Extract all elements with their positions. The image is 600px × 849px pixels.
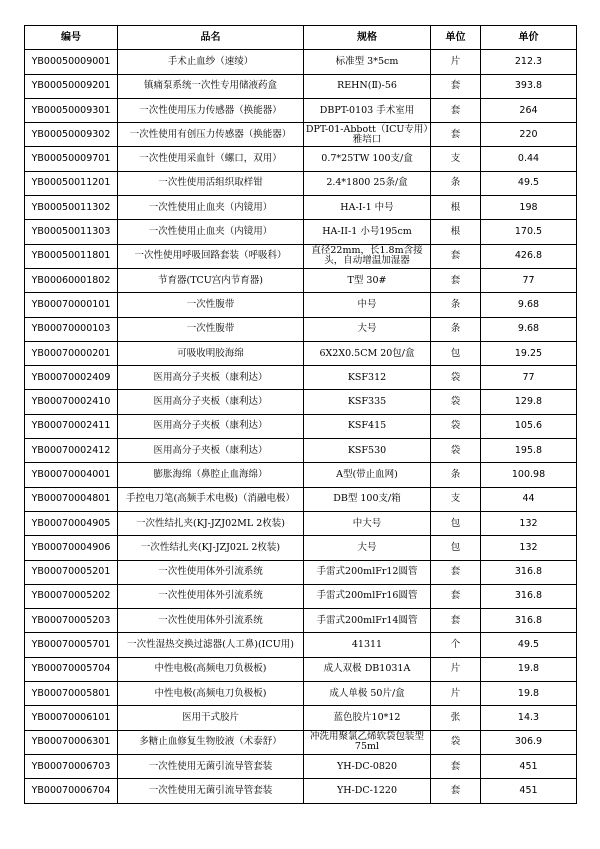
table-row [25,293,577,317]
table-row [25,536,577,560]
cell-code: YB00050009302 [25,123,118,147]
cell-price: 220 [481,123,577,147]
cell-price: 426.8 [481,244,577,268]
cell-name: 手控电刀笔(高频手术电极)（消融电极） [118,487,304,511]
table-row [25,147,577,171]
table-row [25,366,577,390]
cell-unit: 条 [431,293,481,317]
cell-price: 77 [481,268,577,292]
cell-unit: 条 [431,317,481,341]
cell-price: 316.8 [481,584,577,608]
cell-unit: 张 [431,706,481,730]
table-row [25,609,577,633]
cell-code: YB00070005704 [25,657,118,681]
cell-unit: 条 [431,463,481,487]
cell-spec: 成人双极 DB1031A [304,657,431,681]
cell-unit: 袋 [431,730,481,754]
cell-code: YB00050009201 [25,74,118,98]
table-row [25,487,577,511]
cell-spec: REHN(Ⅱ)-56 [304,74,431,98]
cell-unit: 包 [431,511,481,535]
cell-code: YB00070004001 [25,463,118,487]
cell-name: 一次性使用体外引流系统 [118,584,304,608]
cell-name: 多糖止血修复生物胶液（术泰舒） [118,730,304,754]
cell-code: YB00070005201 [25,560,118,584]
cell-price: 19.25 [481,341,577,365]
cell-name: 一次性腹带 [118,293,304,317]
cell-price: 195.8 [481,439,577,463]
cell-name: 手术止血纱（速绫） [118,50,304,74]
cell-spec: DBPT-0103 手术室用 [304,98,431,122]
cell-unit: 根 [431,220,481,244]
table-row [25,560,577,584]
cell-code: YB00070005202 [25,584,118,608]
cell-unit: 套 [431,268,481,292]
cell-price: 129.8 [481,390,577,414]
cell-unit: 个 [431,633,481,657]
cell-spec: 手雷式200mlFr14圆管 [304,609,431,633]
price-table [24,25,577,804]
cell-spec: KSF530 [304,439,431,463]
table-row [25,584,577,608]
cell-unit: 根 [431,196,481,220]
cell-price: 170.5 [481,220,577,244]
cell-spec: 蓝色胶片10*12 [304,706,431,730]
cell-unit: 套 [431,244,481,268]
cell-name: 一次性使用压力传感器（换能器） [118,98,304,122]
cell-code: YB00070000103 [25,317,118,341]
cell-code: YB00070002412 [25,439,118,463]
cell-spec: A型(带止血网) [304,463,431,487]
cell-spec: 手雷式200mlFr12圆管 [304,560,431,584]
cell-spec: 标准型 3*5cm [304,50,431,74]
table-row [25,244,577,268]
cell-spec: 冲洗用聚氯乙烯软袋包装型75ml [304,730,431,754]
cell-name: 一次性湿热交换过滤器(人工鼻)(ICU用) [118,633,304,657]
cell-code: YB00070006301 [25,730,118,754]
header-row [25,26,577,50]
cell-spec: 中大号 [304,511,431,535]
cell-spec: 2.4*1800 25条/盒 [304,171,431,195]
cell-name: 一次性使用体外引流系统 [118,560,304,584]
table-row [25,50,577,74]
cell-price: 198 [481,196,577,220]
cell-name: 一次性使用采血针（螺口，双用） [118,147,304,171]
cell-code: YB00070005801 [25,682,118,706]
cell-unit: 袋 [431,439,481,463]
table-row [25,196,577,220]
cell-name: 节育器(TCU宫内节育器) [118,268,304,292]
table-row [25,414,577,438]
header-price: 单价 [481,26,577,50]
cell-name: 一次性使用有创压力传感器（换能器） [118,123,304,147]
table-row [25,74,577,98]
cell-spec: 0.7*25TW 100支/盒 [304,147,431,171]
cell-code: YB00070002409 [25,366,118,390]
cell-name: 一次性使用活组织取样钳 [118,171,304,195]
cell-name: 一次性使用止血夹（内镜用） [118,220,304,244]
cell-price: 212.3 [481,50,577,74]
cell-price: 100.98 [481,463,577,487]
cell-spec: YH-DC-1220 [304,779,431,803]
cell-spec: T型 30# [304,268,431,292]
table-row [25,171,577,195]
cell-name: 一次性使用无菌引流导管套装 [118,779,304,803]
cell-code: YB00070002411 [25,414,118,438]
cell-spec: 成人单极 50片/盒 [304,682,431,706]
cell-spec: KSF335 [304,390,431,414]
cell-code: YB00050011201 [25,171,118,195]
cell-unit: 片 [431,50,481,74]
cell-code: YB00070002410 [25,390,118,414]
cell-name: 镇痛泵系统一次性专用储液药盒 [118,74,304,98]
cell-name: 一次性使用止血夹（内镜用） [118,196,304,220]
cell-code: YB00070006704 [25,779,118,803]
cell-unit: 套 [431,609,481,633]
cell-price: 9.68 [481,317,577,341]
cell-price: 19.8 [481,657,577,681]
table-row [25,341,577,365]
cell-name: 中性电极(高频电刀负极板) [118,657,304,681]
cell-spec: 大号 [304,536,431,560]
table-row [25,463,577,487]
cell-name: 一次性使用呼吸回路套装（呼吸科） [118,244,304,268]
table-row [25,682,577,706]
cell-spec: 中号 [304,293,431,317]
cell-price: 49.5 [481,633,577,657]
cell-code: YB00070000201 [25,341,118,365]
cell-code: YB00050011302 [25,196,118,220]
table-row [25,706,577,730]
cell-code: YB00070004905 [25,511,118,535]
cell-code: YB00070005701 [25,633,118,657]
cell-unit: 包 [431,341,481,365]
cell-unit: 包 [431,536,481,560]
cell-unit: 袋 [431,414,481,438]
cell-unit: 袋 [431,390,481,414]
cell-price: 451 [481,754,577,778]
table-row [25,390,577,414]
table-row [25,123,577,147]
cell-code: YB00050011801 [25,244,118,268]
cell-spec: 41311 [304,633,431,657]
table-row [25,754,577,778]
cell-spec: 直径22mm，长1.8m含接头，自动增温加湿器 [304,244,431,268]
cell-unit: 套 [431,779,481,803]
cell-unit: 支 [431,487,481,511]
cell-code: YB00070004906 [25,536,118,560]
cell-price: 264 [481,98,577,122]
header-spec: 规格 [304,26,431,50]
cell-unit: 套 [431,754,481,778]
cell-price: 306.9 [481,730,577,754]
table-body [25,50,577,803]
table-row [25,268,577,292]
table-row [25,317,577,341]
cell-unit: 支 [431,147,481,171]
cell-spec: 大号 [304,317,431,341]
cell-code: YB00070000101 [25,293,118,317]
cell-name: 膨胀海绵（鼻腔止血海绵） [118,463,304,487]
cell-unit: 条 [431,171,481,195]
cell-price: 0.44 [481,147,577,171]
cell-price: 77 [481,366,577,390]
cell-code: YB00070006703 [25,754,118,778]
cell-price: 14.3 [481,706,577,730]
header-code: 编号 [25,26,118,50]
table-row [25,730,577,754]
cell-price: 49.5 [481,171,577,195]
table-row [25,98,577,122]
cell-name: 一次性结扎夹(KJ-JZJ02L 2枚装) [118,536,304,560]
cell-unit: 片 [431,682,481,706]
cell-spec: KSF312 [304,366,431,390]
cell-spec: HA-I-1 中号 [304,196,431,220]
cell-name: 一次性使用无菌引流导管套装 [118,754,304,778]
cell-unit: 套 [431,74,481,98]
cell-code: YB00060001802 [25,268,118,292]
cell-price: 132 [481,511,577,535]
cell-code: YB00070006101 [25,706,118,730]
cell-name: 一次性结扎夹(KJ-JZJ02ML 2枚装) [118,511,304,535]
cell-unit: 套 [431,584,481,608]
cell-spec: 6X2X0.5CM 20包/盒 [304,341,431,365]
cell-code: YB00050009301 [25,98,118,122]
cell-price: 316.8 [481,609,577,633]
header-unit: 单位 [431,26,481,50]
cell-code: YB00050011303 [25,220,118,244]
cell-name: 中性电极(高频电刀负极板) [118,682,304,706]
table-row [25,657,577,681]
cell-name: 一次性腹带 [118,317,304,341]
cell-spec: DB型 100支/箱 [304,487,431,511]
cell-unit: 片 [431,657,481,681]
cell-name: 医用高分子夹板（康利达） [118,390,304,414]
cell-name: 一次性使用体外引流系统 [118,609,304,633]
table-row [25,633,577,657]
cell-name: 医用干式胶片 [118,706,304,730]
cell-name: 可吸收明胶海绵 [118,341,304,365]
cell-name: 医用高分子夹板（康利达） [118,366,304,390]
cell-unit: 袋 [431,366,481,390]
cell-unit: 套 [431,98,481,122]
cell-price: 19.8 [481,682,577,706]
cell-price: 316.8 [481,560,577,584]
cell-unit: 套 [431,123,481,147]
header-name: 品名 [118,26,304,50]
cell-spec: KSF415 [304,414,431,438]
table-row [25,220,577,244]
cell-price: 44 [481,487,577,511]
cell-price: 451 [481,779,577,803]
cell-name: 医用高分子夹板（康利达） [118,439,304,463]
cell-spec: YH-DC-0820 [304,754,431,778]
table-row [25,439,577,463]
cell-price: 9.68 [481,293,577,317]
cell-spec: 手雷式200mlFr16圆管 [304,584,431,608]
table-row [25,511,577,535]
cell-price: 105.6 [481,414,577,438]
table-row [25,779,577,803]
cell-price: 132 [481,536,577,560]
cell-name: 医用高分子夹板（康利达） [118,414,304,438]
cell-code: YB00070005203 [25,609,118,633]
cell-spec: HA-II-1 小号195cm [304,220,431,244]
cell-price: 393.8 [481,74,577,98]
cell-code: YB00070004801 [25,487,118,511]
cell-unit: 套 [431,560,481,584]
cell-spec: DPT-01-Abbott（ICU专用）雅培口 [304,123,431,147]
cell-code: YB00050009001 [25,50,118,74]
cell-code: YB00050009701 [25,147,118,171]
